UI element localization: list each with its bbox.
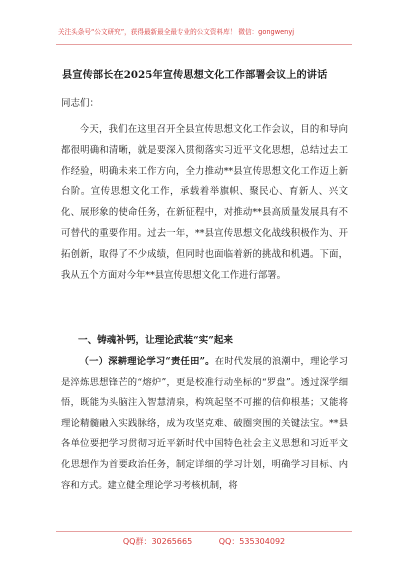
footer-qq-group[interactable]: QQ群：30265665 bbox=[122, 537, 193, 546]
intro-section bbox=[61, 120, 348, 286]
intro-paragraph: 今天，我们在这里召开全县宣传思想文化工作会议，目的和导向都很明确和清晰，就是要深入贯彻落实习近平文化思想，总结过去工作经验，明确未来工作方向，全力推动**县宣传思想文化工作迈上新台阶。宣传思想文化工作，承载着举旗帜、聚民心、育新人、兴文化、展形象的使命任务，在新征程中，对推动**县高质量发展具有不可替代的重要作用。过去一年，**县宣传思想文化战线积极作为、开拓创新，取得了不少成绩，但同时也面临着新的挑战和机遇。下面，我从五个方面对今年**县宣传思想文化工作进行部署。 bbox=[61, 124, 348, 281]
sub-heading-1: （一）深耕理论学习“责任田”。 bbox=[79, 356, 215, 367]
footer-qq[interactable]: QQ：535304092 bbox=[218, 537, 286, 546]
footer-divider bbox=[56, 531, 352, 532]
sub-section-paragraph bbox=[61, 352, 348, 496]
section-heading-1: 一、铸魂补钙，让理论武装“实”起来 bbox=[78, 335, 233, 346]
salutation: 同志们： bbox=[61, 98, 100, 109]
document-title: 县宣传部长在2025年宣传思想文化工作部署会议上的讲话 bbox=[62, 69, 328, 81]
header-divider bbox=[56, 44, 352, 45]
sub-section-text: 在时代发展的浪潮中，理论学习是淬炼思想锋芒的“熔炉”，更是校准行动坐标的“罗盘”。透过深学细悟，既能为头脑注入智慧清泉，构筑起坚不可摧的信仰根基；又能将理论精髓融入实践脉络，成为攻坚克难、破圈突围的关键法宝。**县各单位要把学习贯彻习近平新时代中国特色社会主义思想和习近平文化思想作为首要政治任务，制定详细的学习计划，明确学习目标、内容和方式。建立健全理论学习考核机制，将 bbox=[61, 356, 348, 491]
section-1-body bbox=[61, 352, 348, 496]
header-banner[interactable]: 关注头条号“公文研究”，获得最新最全最专业的公文资料库！ 微信：gongwenyj bbox=[58, 28, 295, 36]
footer-contact bbox=[0, 536, 408, 547]
